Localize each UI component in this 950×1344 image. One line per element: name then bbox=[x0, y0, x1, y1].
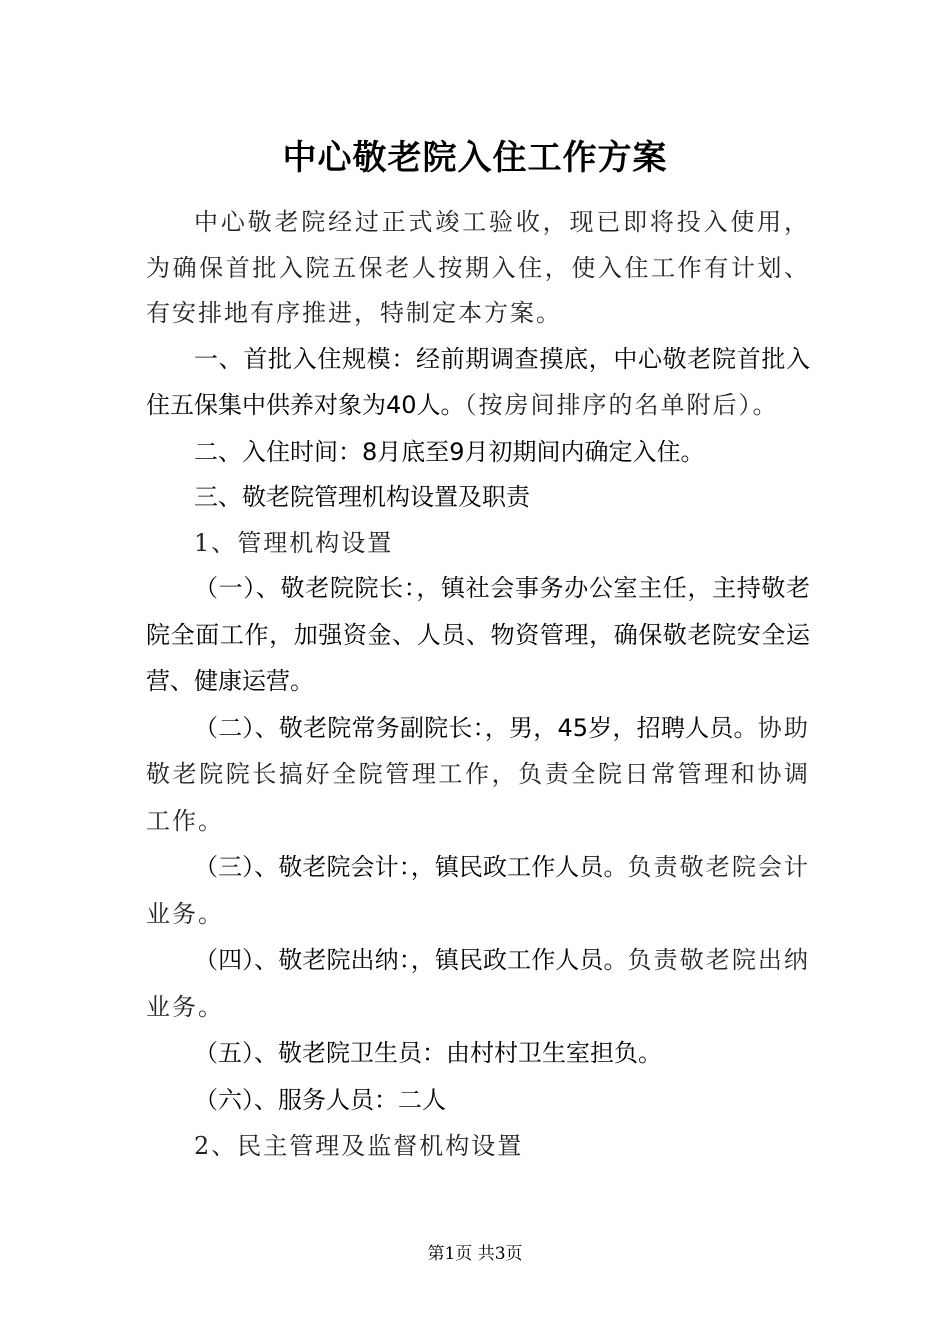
subsection-2-heading: 2、民主管理及监督机构设置 bbox=[194, 1132, 524, 1160]
role-paragraph-1 bbox=[146, 566, 810, 706]
document-body bbox=[146, 200, 810, 1170]
role-paragraph-5 bbox=[146, 1031, 810, 1078]
role-4-desc: 负责敬老院出纳业务。 bbox=[146, 946, 811, 1021]
role-paragraph-2 bbox=[146, 706, 810, 846]
role-6-label: （六）、服务人员：二人 bbox=[194, 1085, 446, 1114]
page-number-footer: 第1页 共3页 bbox=[427, 1244, 523, 1264]
role-2-desc: 协助敬老院院长搞好全院管理工作，负责全院日常管理和协调工作。 bbox=[146, 713, 810, 835]
role-paragraph-3 bbox=[146, 845, 810, 938]
document-title: 中心敬老院入住工作方案 bbox=[282, 138, 668, 178]
role-paragraph-6 bbox=[146, 1078, 810, 1125]
role-5-label: （五）、敬老院卫生员：由村村卫生室担负。 bbox=[194, 1039, 662, 1067]
role-2-label: （二）、敬老院常务副院长：，男，45岁，招聘人员。 bbox=[194, 713, 758, 742]
subsection-1-heading: 1、管理机构设置 bbox=[194, 528, 394, 557]
role-3-label: （三）、敬老院会计：，镇民政工作人员。 bbox=[194, 853, 628, 881]
role-paragraph-4 bbox=[146, 938, 810, 1031]
section-1-note: （按房间排序的名单附后）。 bbox=[464, 391, 779, 419]
role-4-label: （四）、敬老院出纳：，镇民政工作人员。 bbox=[194, 946, 628, 974]
section-3-heading: 三、敬老院管理机构设置及职责 bbox=[194, 483, 530, 511]
section-1-paragraph bbox=[146, 337, 810, 430]
section-2-paragraph: 二、入住时间：8月底至9月初期间内确定入住。 bbox=[194, 437, 705, 466]
role-1-label: （一）、敬老院院长：，镇社会事务办公室主任，主持敬老院全面工作，加强资金、人员、物资管理，确保敬老院安全运营、健康运营。 bbox=[146, 574, 810, 695]
section-1-heading: 一、首批入住规模：经前期调查摸底，中心敬老院首批入住五保集中供养对象为40人。 bbox=[146, 344, 810, 419]
role-3-desc: 负责敬老院会计业务。 bbox=[146, 853, 811, 928]
intro-paragraph: 中心敬老院经过正式竣工验收，现已即将投入使用，为确保首批入院五保老人按期入住，使入住工作有计划、有安排地有序推进，特制定本方案。 bbox=[146, 208, 810, 327]
